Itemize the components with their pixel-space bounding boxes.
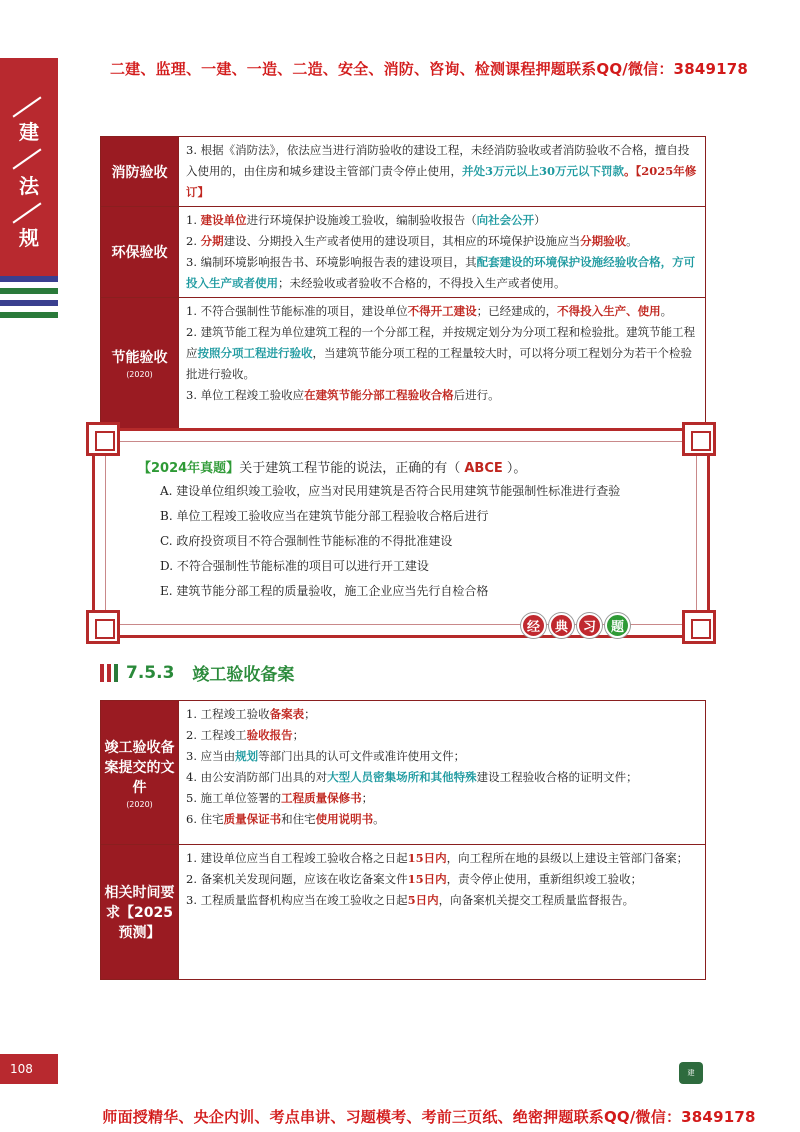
row-content: 1. 工程竣工验收备案表； 2. 工程竣工验收报告； 3. 应当由规划等部门出具的认可文件或准许使用文件； 4. 由公安消防部门出具的对大型人员密集场所和其他特殊建设工程验收合格的证明文件； 5. 施工单位签署的工程质量保修书； 6. 住宅质量保证书和住宅使用说明书。 bbox=[186, 707, 638, 826]
side-tab-char: 建 bbox=[19, 120, 39, 144]
question-option: E. 建筑节能分部工程的质量验收，施工企业应当先行自检合格 bbox=[160, 584, 489, 598]
row-header: 竣工验收备案提交的文件 (2020) bbox=[101, 701, 179, 844]
question-option: C. 政府投资项目不符合强制性节能标准的不得批准建设 bbox=[160, 534, 453, 548]
frame-corner-ornament bbox=[86, 610, 120, 644]
badge-char: 典 bbox=[549, 613, 574, 638]
question-option: B. 单位工程竣工验收应当在建筑节能分部工程验收合格后进行 bbox=[160, 509, 489, 523]
row-content: 3. 根据《消防法》，依法应当进行消防验收的建设工程，未经消防验收或者消防验收不合格，擅自投入使用的，由住房和城乡建设主管部门责令停止使用，并处3万元以上30万元以下罚款。【2025年修订】 bbox=[186, 143, 697, 199]
section-number: 7.5.3 bbox=[126, 662, 175, 683]
frame-corner-ornament bbox=[682, 610, 716, 644]
row-header: 环保验收 bbox=[101, 207, 179, 297]
badge-char: 经 bbox=[521, 613, 546, 638]
side-tab-char: 法 bbox=[19, 174, 39, 198]
row-content: 1. 不符合强制性节能标准的项目，建设单位不得开工建设；已经建成的，不得投入生产、使用。 2. 建筑节能工程为单位建筑工程的一个分部工程，并按规定划分为分项工程和检验批。建筑节能工程应按照分项工程进行验收，当建筑节能分项工程的工程量较大时，可以将分项工程划分为若干个检验批进行验收。 3. 单位工程竣工验收应在建筑节能分部工程验收合格后进行。 bbox=[186, 304, 696, 402]
filing-table bbox=[100, 700, 706, 980]
classic-exercise-badges bbox=[521, 613, 630, 638]
frame-corner-ornament bbox=[86, 422, 120, 456]
row-header-year: (2020) bbox=[126, 370, 153, 379]
question-stem: 【2024年真题】关于建筑工程节能的说法，正确的有（ ABCE ）。 bbox=[138, 461, 527, 476]
badge-char: 习 bbox=[577, 613, 602, 638]
frame-corner-ornament bbox=[682, 422, 716, 456]
divider-slash bbox=[13, 96, 42, 117]
table-row bbox=[101, 845, 705, 979]
top-banner: 二建、监理、一建、一造、二造、安全、消防、咨询、检测课程押题联系QQ/微信：3849178 bbox=[109, 60, 749, 78]
row-content: 1. 建设单位应当自工程竣工验收合格之日起15日内，向工程所在地的县级以上建设主管部门备案； 2. 备案机关发现问题，应该在收讫备案文件15日内，责令停止使用，重新组织竣工验收； 3. 工程质量监督机构应当在竣工验收之日起5日内，向备案机关提交工程质量监督报告。 bbox=[186, 851, 689, 907]
decorative-stripes bbox=[0, 276, 58, 328]
publisher-logo: 建 bbox=[679, 1062, 703, 1084]
section-title: 竣工验收备案 bbox=[192, 665, 295, 685]
table-row bbox=[101, 207, 705, 298]
question-year-tag: 【2024年真题】 bbox=[138, 461, 240, 476]
row-header: 节能验收 (2020) bbox=[101, 298, 179, 428]
table-row bbox=[101, 298, 705, 428]
table-row bbox=[101, 137, 705, 207]
question-option: D. 不符合强制性节能标准的项目可以进行开工建设 bbox=[160, 559, 429, 573]
question-option: A. 建设单位组织竣工验收，应当对民用建筑是否符合民用建筑节能强制性标准进行查验 bbox=[160, 484, 621, 498]
chapter-side-tab bbox=[0, 58, 58, 276]
question-answer: ABCE bbox=[464, 461, 503, 476]
row-header: 消防验收 bbox=[101, 137, 179, 206]
section-bars-icon bbox=[100, 664, 118, 682]
divider-slash bbox=[13, 148, 42, 169]
row-header: 相关时间要求【2025预测】 bbox=[101, 845, 179, 979]
row-content: 1. 建设单位进行环境保护设施竣工验收，编制验收报告（向社会公开） 2. 分期建设、分期投入生产或者使用的建设项目，其相应的环境保护设施应当分期验收。 3. 编制环境影响报告书、环境影响报告表的建设项目，其配套建设的环境保护设施经验收合格，方可投入生产或者使用；未经验收或者验收不合格的，不得投入生产或者使用。 bbox=[186, 213, 696, 290]
row-header-year: (2020) bbox=[126, 799, 153, 809]
side-tab-char: 规 bbox=[19, 226, 39, 250]
bottom-banner: 师面授精华、央企内训、考点串讲、习题模考、考前三页纸、绝密押题联系QQ/微信：3849178 bbox=[102, 1108, 756, 1126]
section-heading bbox=[100, 660, 294, 685]
acceptance-table bbox=[100, 136, 706, 429]
divider-slash bbox=[13, 202, 42, 223]
page-number: 108 bbox=[0, 1054, 58, 1084]
badge-char: 题 bbox=[605, 613, 630, 638]
table-row bbox=[101, 701, 705, 845]
